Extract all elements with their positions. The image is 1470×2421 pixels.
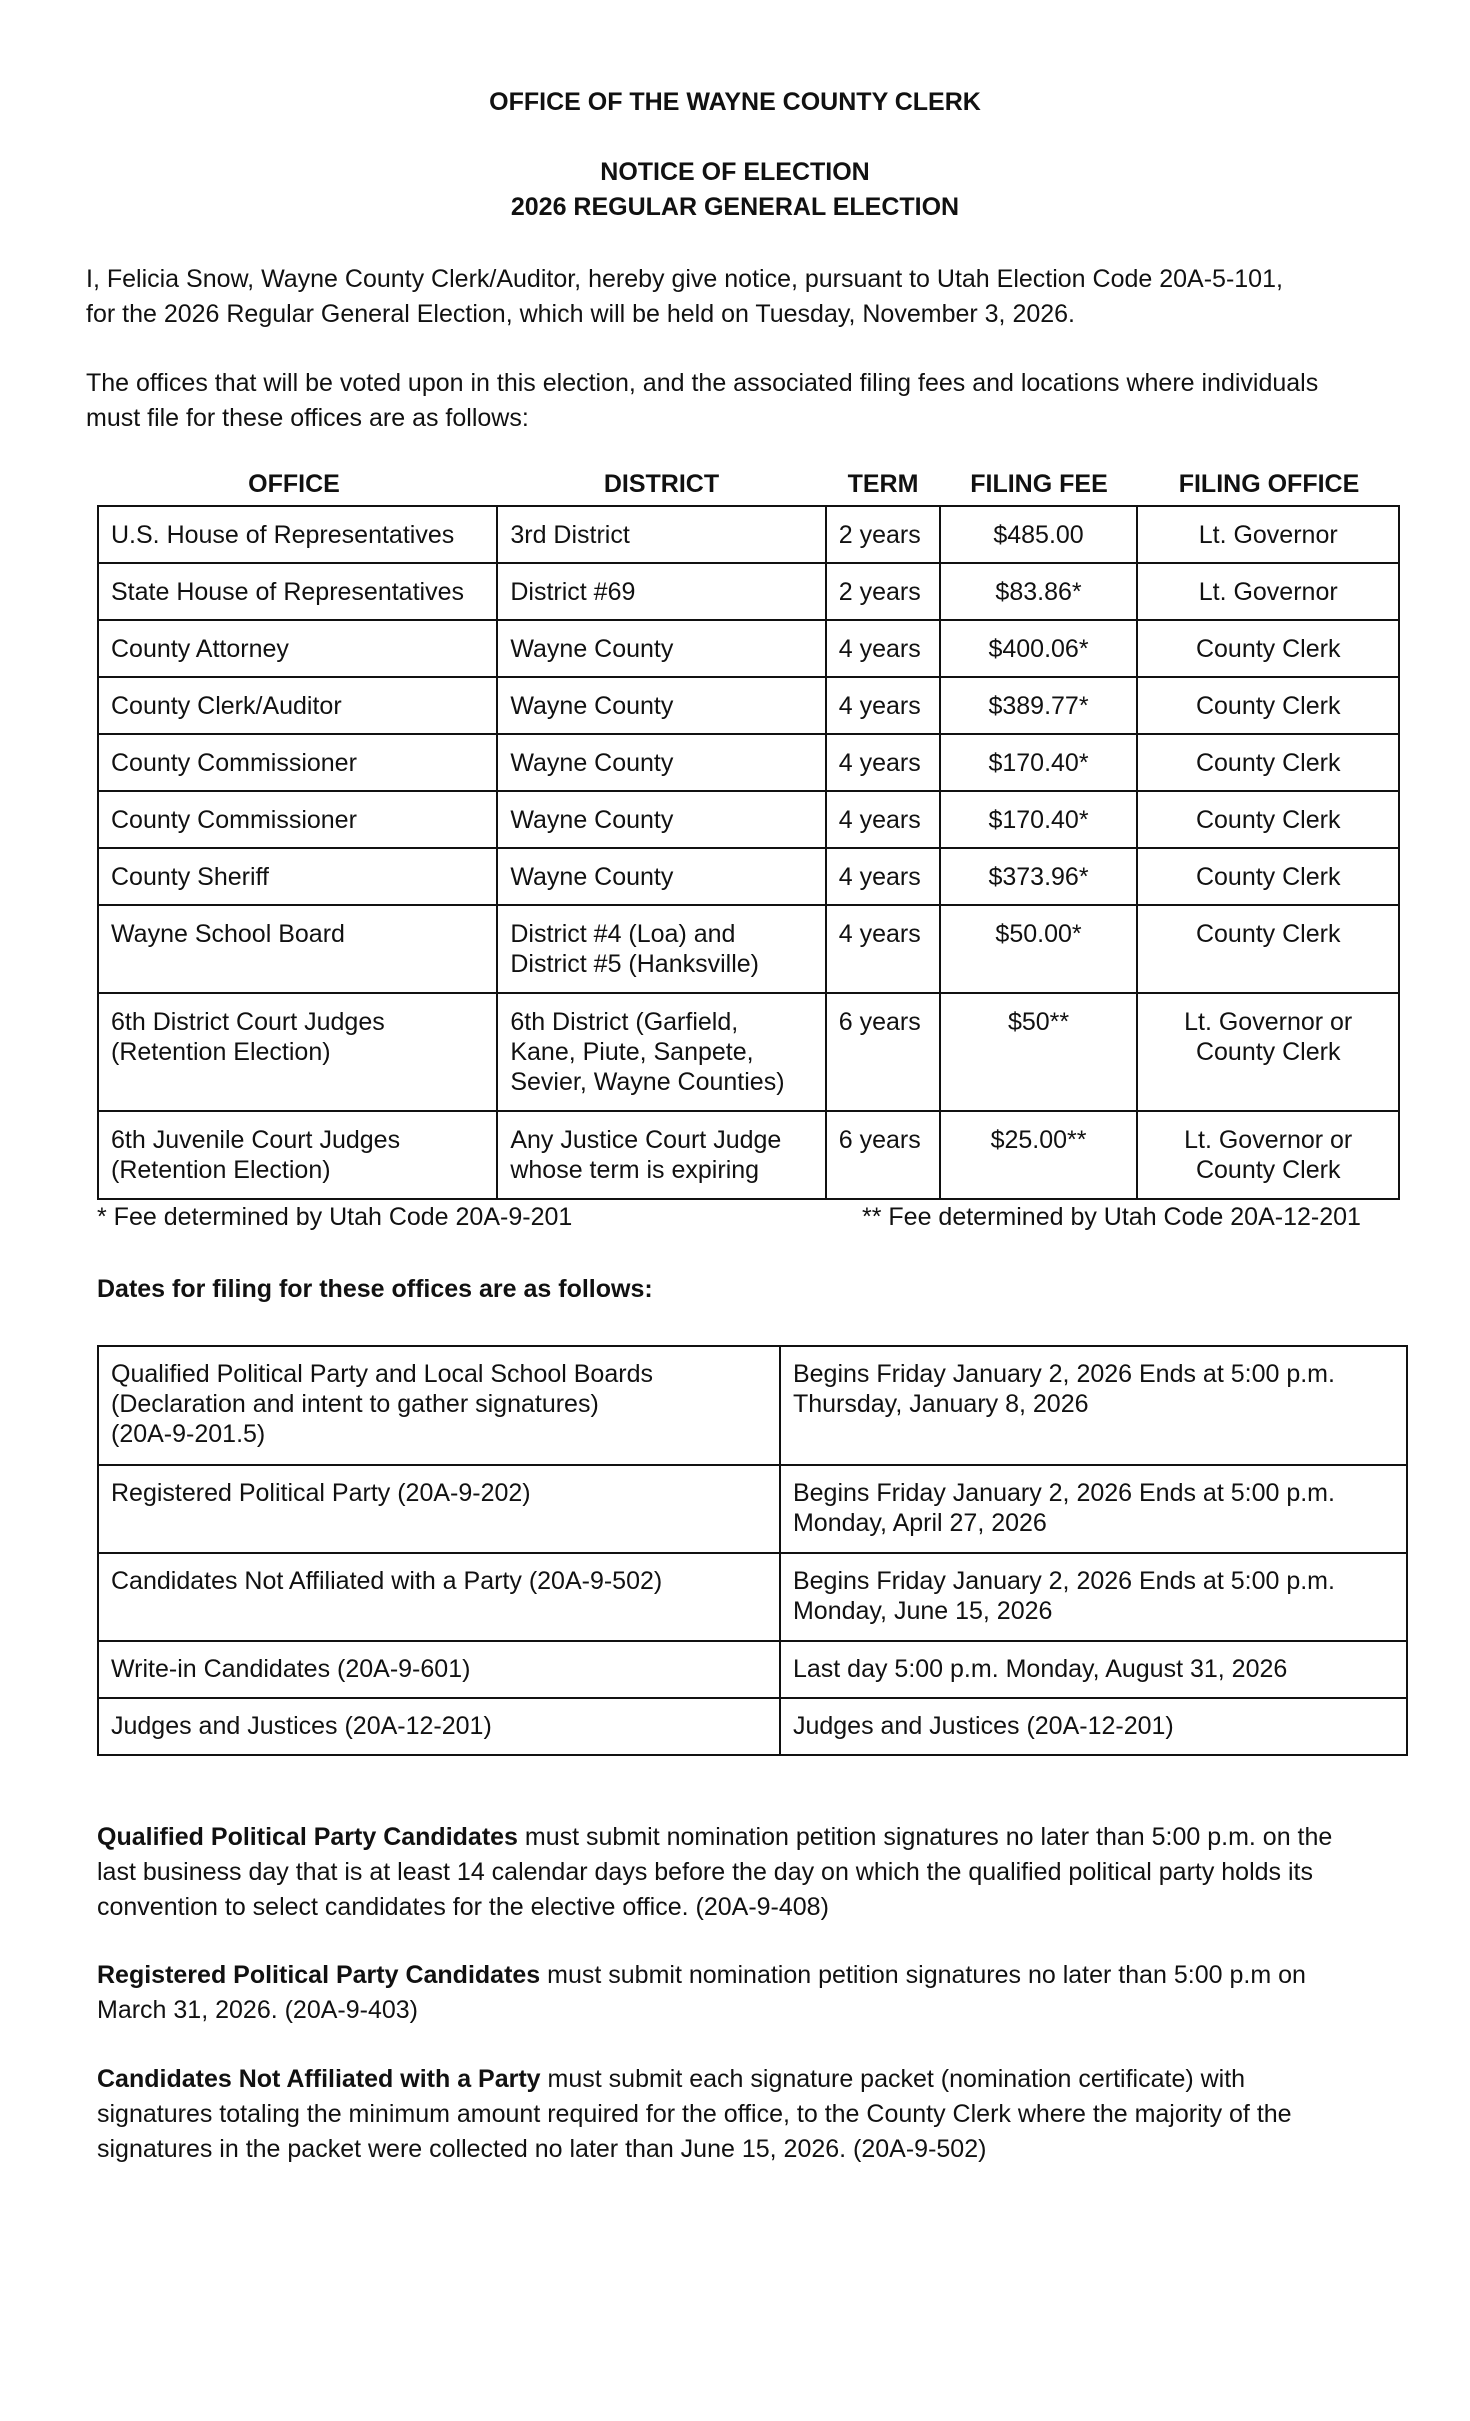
office-cell (98, 848, 497, 905)
office-row (98, 791, 1399, 848)
district-cell (497, 848, 825, 905)
office-cell (98, 620, 497, 677)
cell-line: U.S. House of Representatives (111, 521, 455, 549)
term-cell: 4 years (826, 620, 940, 677)
cell-line: Lt. Governor (1198, 521, 1338, 549)
unaffiliated-label: Candidates Not Affiliated with a Party (97, 2065, 541, 2093)
fee-cell: $400.06* (940, 620, 1138, 677)
cell-line: County Clerk (1195, 1156, 1341, 1184)
filing-office-cell (1137, 620, 1399, 677)
filing-date-row (98, 1465, 1407, 1553)
district-cell (497, 791, 825, 848)
filing-period-cell (780, 1465, 1407, 1553)
offices-paragraph (86, 366, 1416, 436)
term-cell: 2 years (826, 506, 940, 563)
cell-line: (Retention Election) (111, 1038, 331, 1066)
fee-cell: $170.40* (940, 734, 1138, 791)
office-row (98, 848, 1399, 905)
cell-line: District #4 (Loa) and (510, 920, 736, 948)
office-cell (98, 506, 497, 563)
cell-line: County Sheriff (111, 863, 269, 891)
filing-period-cell (780, 1641, 1407, 1698)
paragraph-text: March 31, 2026. (20A-9-403) (97, 1996, 419, 2024)
filing-period-cell (780, 1698, 1407, 1755)
cell-line: Judges and Justices (20A-12-201) (792, 1712, 1174, 1740)
offices-line: The offices that will be voted upon in this election, and the associated filing fees and locations where individuals (86, 369, 1319, 397)
paragraph-text: must submit nomination petition signatures no later than 5:00 p.m. on the (517, 1823, 1333, 1851)
cell-line: Lt. Governor (1198, 578, 1338, 606)
office-cell (98, 1111, 497, 1199)
header-filing-fee: FILING FEE (970, 470, 1108, 498)
cell-line: Sevier, Wayne Counties) (510, 1068, 785, 1096)
dates-heading: Dates for filing for these offices are as follows: (97, 1275, 653, 1303)
filing-period-cell (780, 1553, 1407, 1641)
footnote-fee-single: * Fee determined by Utah Code 20A-9-201 (97, 1203, 573, 1231)
district-cell (497, 506, 825, 563)
term-cell: 6 years (826, 993, 940, 1111)
cell-line: County Clerk (1195, 635, 1341, 663)
cell-line: County Commissioner (111, 749, 357, 777)
cell-line: Judges and Justices (20A-12-201) (111, 1712, 492, 1740)
filing-office-cell (1137, 905, 1399, 993)
registered-party-label: Registered Political Party Candidates (97, 1961, 541, 1989)
cell-line: Wayne County (510, 806, 674, 834)
filing-dates-table (97, 1345, 1408, 1756)
district-cell (497, 620, 825, 677)
cell-line: Last day 5:00 p.m. Monday, August 31, 2026 (792, 1655, 1288, 1683)
office-row (98, 677, 1399, 734)
filing-office-cell (1137, 734, 1399, 791)
fee-cell: $50.00* (940, 905, 1138, 993)
filing-date-row (98, 1553, 1407, 1641)
cell-line: Monday, April 27, 2026 (792, 1509, 1047, 1537)
paragraph-text: signatures in the packet were collected no later than June 15, 2026. (20A-9-502) (97, 2135, 987, 2163)
cell-line: 6th District (Garfield, (510, 1008, 739, 1036)
header-filing-office: FILING OFFICE (1178, 470, 1360, 498)
election-title: 2026 REGULAR GENERAL ELECTION (510, 193, 960, 221)
cell-line: (20A-9-201.5) (111, 1420, 266, 1448)
office-cell (98, 563, 497, 620)
office-row (98, 563, 1399, 620)
office-title: OFFICE OF THE WAYNE COUNTY CLERK (489, 88, 981, 116)
term-cell: 4 years (826, 677, 940, 734)
cell-line: 6th District Court Judges (111, 1008, 385, 1036)
office-row (98, 506, 1399, 563)
district-cell (497, 734, 825, 791)
district-cell (497, 1111, 825, 1199)
office-table-headers (97, 470, 1402, 504)
paragraph-text: signatures totaling the minimum amount required for the office, to the County Clerk where the majority of the (97, 2100, 1292, 2128)
notice-title: NOTICE OF ELECTION (600, 158, 870, 186)
registered-party-paragraph (97, 1958, 1412, 2028)
cell-line: Begins Friday January 2, 2026 Ends at 5:00 p.m. (792, 1360, 1335, 1388)
cell-line: District #5 (Hanksville) (510, 950, 760, 978)
cell-line: Begins Friday January 2, 2026 Ends at 5:00 p.m. (792, 1479, 1335, 1507)
cell-line: Monday, June 15, 2026 (792, 1597, 1053, 1625)
cell-line: (Retention Election) (111, 1156, 331, 1184)
office-cell (98, 677, 497, 734)
cell-line: Wayne County (510, 863, 674, 891)
fee-cell: $485.00 (940, 506, 1138, 563)
cell-line: Wayne County (510, 635, 674, 663)
paragraph-text: last business day that is at least 14 calendar days before the day on which the qualified political party holds its (97, 1858, 1313, 1886)
filing-date-row (98, 1346, 1407, 1465)
cell-line: (Declaration and intent to gather signatures) (111, 1390, 599, 1418)
header-district: DISTRICT (603, 470, 720, 498)
cell-line: Qualified Political Party and Local School Boards (111, 1360, 653, 1388)
fee-cell: $373.96* (940, 848, 1138, 905)
term-cell: 2 years (826, 563, 940, 620)
filing-date-row (98, 1698, 1407, 1755)
filing-office-cell (1137, 563, 1399, 620)
term-cell: 4 years (826, 905, 940, 993)
paragraph-text: must submit nomination petition signatures no later than 5:00 p.m on (540, 1961, 1306, 1989)
cell-line: Lt. Governor or (1184, 1008, 1353, 1036)
cell-line: Lt. Governor or (1184, 1126, 1353, 1154)
filing-office-cell (1137, 506, 1399, 563)
office-row (98, 993, 1399, 1111)
cell-line: 3rd District (510, 521, 630, 549)
office-row (98, 905, 1399, 993)
candidate-type-cell (98, 1465, 780, 1553)
cell-line: District #69 (510, 578, 636, 606)
cell-line: Begins Friday January 2, 2026 Ends at 5:00 p.m. (792, 1567, 1335, 1595)
candidate-type-cell (98, 1641, 780, 1698)
filing-office-cell (1137, 1111, 1399, 1199)
offices-table (97, 505, 1400, 1200)
fee-cell: $389.77* (940, 677, 1138, 734)
cell-line: Wayne County (510, 749, 674, 777)
qualified-party-paragraph (97, 1820, 1412, 1925)
office-row (98, 734, 1399, 791)
fee-cell: $170.40* (940, 791, 1138, 848)
cell-line: County Clerk (1195, 749, 1341, 777)
intro-line: I, Felicia Snow, Wayne County Clerk/Auditor, hereby give notice, pursuant to Utah Election Code 20A-5-101, (86, 265, 1283, 293)
office-cell (98, 993, 497, 1111)
office-row (98, 1111, 1399, 1199)
filing-office-cell (1137, 791, 1399, 848)
fee-cell: $83.86* (940, 563, 1138, 620)
candidate-type-cell (98, 1346, 780, 1465)
cell-line: County Clerk/Auditor (111, 692, 342, 720)
cell-line: Candidates Not Affiliated with a Party (20A-9-502) (111, 1567, 663, 1595)
office-row (98, 620, 1399, 677)
cell-line: Any Justice Court Judge (510, 1126, 782, 1154)
cell-line: County Attorney (111, 635, 289, 663)
intro-paragraph (86, 262, 1416, 332)
fee-cell: $50** (940, 993, 1138, 1111)
qualified-party-label: Qualified Political Party Candidates (97, 1823, 518, 1851)
cell-line: County Clerk (1195, 863, 1341, 891)
filing-period-cell (780, 1346, 1407, 1465)
term-cell: 4 years (826, 791, 940, 848)
filing-office-cell (1137, 848, 1399, 905)
cell-line: Thursday, January 8, 2026 (792, 1390, 1089, 1418)
candidate-type-cell (98, 1698, 780, 1755)
office-cell (98, 734, 497, 791)
cell-line: Write-in Candidates (20A-9-601) (111, 1655, 471, 1683)
paragraph-text: must submit each signature packet (nomination certificate) with (540, 2065, 1246, 2093)
term-cell: 4 years (826, 734, 940, 791)
cell-line: County Commissioner (111, 806, 357, 834)
filing-date-row (98, 1641, 1407, 1698)
unaffiliated-paragraph (97, 2062, 1412, 2167)
term-cell: 6 years (826, 1111, 940, 1199)
header-term: TERM (847, 470, 919, 498)
cell-line: Wayne School Board (111, 920, 345, 948)
district-cell (497, 993, 825, 1111)
fee-cell: $25.00** (940, 1111, 1138, 1199)
district-cell (497, 563, 825, 620)
cell-line: State House of Representatives (111, 578, 464, 606)
offices-line: must file for these offices are as follows: (86, 404, 529, 432)
intro-line: for the 2026 Regular General Election, which will be held on Tuesday, November 3, 2026. (86, 300, 1076, 328)
district-cell (497, 905, 825, 993)
paragraph-text: convention to select candidates for the elective office. (20A-9-408) (97, 1893, 829, 1921)
cell-line: Kane, Piute, Sanpete, (510, 1038, 754, 1066)
footnote-fee-double: ** Fee determined by Utah Code 20A-12-201 (862, 1203, 1361, 1231)
filing-office-cell (1137, 677, 1399, 734)
office-cell (98, 791, 497, 848)
cell-line: 6th Juvenile Court Judges (111, 1126, 401, 1154)
district-cell (497, 677, 825, 734)
office-cell (98, 905, 497, 993)
filing-office-cell (1137, 993, 1399, 1111)
cell-line: County Clerk (1195, 806, 1341, 834)
header-office: OFFICE (248, 470, 340, 498)
cell-line: Wayne County (510, 692, 674, 720)
cell-line: County Clerk (1195, 1038, 1341, 1066)
term-cell: 4 years (826, 848, 940, 905)
cell-line: County Clerk (1195, 920, 1341, 948)
candidate-type-cell (98, 1553, 780, 1641)
cell-line: County Clerk (1195, 692, 1341, 720)
cell-line: Registered Political Party (20A-9-202) (111, 1479, 531, 1507)
cell-line: whose term is expiring (510, 1156, 760, 1184)
